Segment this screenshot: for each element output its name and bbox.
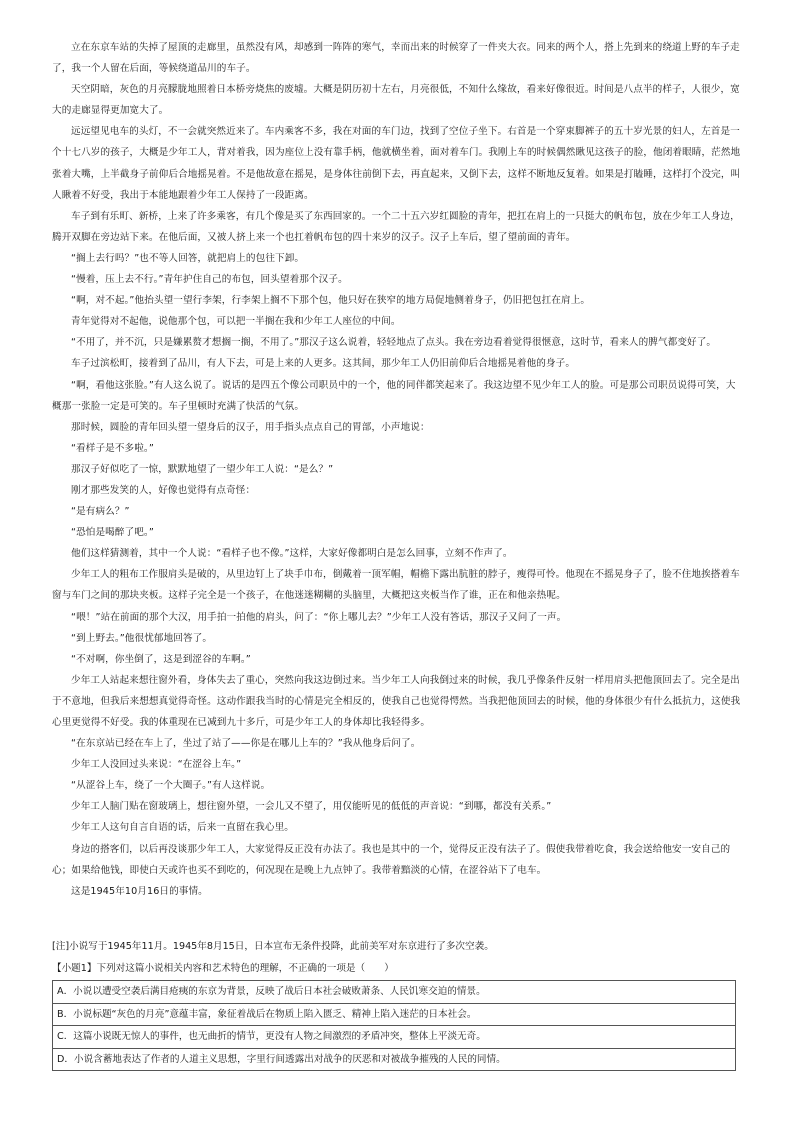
paragraph: 那时候，圆脸的青年回头望一望身后的汉子，用手指头点点自己的胃部，小声地说： xyxy=(71,421,430,433)
paragraph: “啊，看他这张脸。”有人这么说了。说话的是四五个像公司职员中的一个，他的同伴都笑起来了。我这边望不见少年工人的脸。可是那公司职员说得可笑，大概那一张脸一定是可笑的。车子里顿时充满了快活的气氛。 xyxy=(52,379,736,412)
option-c[interactable]: C．这篇小说既无惊人的事件，也无曲折的情节，更没有人物之间激烈的矛盾冲突，整体上平淡无奇。 xyxy=(53,1026,735,1049)
option-b[interactable]: B．小说标题“灰色的月亮”意蕴丰富，象征着战后在物质上陷入匮乏、精神上陷入迷茫的日本社会。 xyxy=(53,1004,735,1027)
paragraph: “看样子是不多啦。” xyxy=(71,442,154,454)
paragraph: 那汉子好似吃了一惊，默默地望了一望少年工人说：“是么？” xyxy=(71,463,334,475)
story-text xyxy=(52,37,742,902)
paragraph: 这是1945年10月16日的事情。 xyxy=(71,885,208,897)
paragraph: “不对啊，你坐倒了，这是到涩谷的车啊。” xyxy=(71,653,251,665)
paragraph: 少年工人没回过头来说：“在涩谷上车。” xyxy=(71,759,242,771)
paragraph: 立在东京车站的失掉了屋顶的走廊里，虽然没有风，却感到一阵阵的寒气，幸而出来的时候穿了一件夹大衣。同来的两个人，搭上先到来的绕道上野的车子走了，我一个人留在后面，等候绕道品川的车子。 xyxy=(52,42,740,75)
answer-options-table xyxy=(52,980,736,1071)
paragraph: 少年工人的粗布工作服肩头是破的，从里边钉上了块手巾布，倒戴着一顶军帽，帽檐下露出肮脏的脖子，瘦得可怜。他现在不摇晃身子了，脸不住地挨搭着车窗与车门之间的那块夹板。这样子完全是一个孩子，在他迷迷糊糊的头脑里，大概把这夹板当作了谁，正在和他亲热呢。 xyxy=(52,569,740,602)
paragraph: “不用了，并不沉，只是嫌累赘才想搁一搁，不用了。”那汉子这么说着，轻轻地点了点头。我在旁边看着觉得很惬意，这时节，看来人的脾气都变好了。 xyxy=(71,337,717,349)
paragraph: 车子到有乐町、新桥，上来了许多乘客，有几个像是买了东西回家的。一个二十五六岁红圆脸的青年，把扛在肩上的一只挺大的帆布包，放在少年工人身边，腾开双脚在旁边站下来。在他后面，又被人挤上来一个也扛着帆布包的四十来岁的汉子。汉子上车后，望了望前面的青年。 xyxy=(52,210,740,243)
paragraph: 身边的搭客们，以后再没谈那少年工人，大家觉得反正没有办法了。我也是其中的一个，觉得反正没有法子了。假使我带着吃食，我会送给他安一安自己的心；如果给他钱，即使白天或许也买不到吃的，何况现在是晚上九点钟了。我带着黯淡的心情，在涩谷站下了电车。 xyxy=(52,843,731,876)
paragraph: “在东京站已经在车上了，坐过了站了——你是在哪儿上车的？”我从他身后问了。 xyxy=(71,738,421,750)
paragraph: 他们这样猜测着，其中一个人说：“看样子也不像。”这样，大家好像都明白是怎么回事，立刻不作声了。 xyxy=(71,548,513,560)
paragraph: 天空阴暗，灰色的月亮朦胧地照着日本桥旁烧焦的废墟。大概是阴历初十左右，月亮很低，不知什么缘故，看来好像很近。时间是八点半的样子，人很少，宽大的走廊显得更加宽大了。 xyxy=(52,84,740,117)
question-stem: 【小题1】下列对这篇小说相关内容和艺术特色的理解，不正确的一项是（ ） xyxy=(52,963,394,974)
option-a[interactable]: A．小说以遭受空袭后满目疮痍的东京为背景，反映了战后日本社会破败萧条、人民饥寒交迫的情景。 xyxy=(53,981,735,1004)
paragraph: “啊，对不起。”他抬头望一望行李架，行李架上搁不下那个包，他只好在狭窄的地方局促地侧着身子，仍旧把包扛在肩上。 xyxy=(71,295,591,307)
paragraph: 少年工人脑门贴在窗玻璃上，想往窗外望，一会儿又不望了，用仅能听见的低低的声音说：“到哪，都没有关系。” xyxy=(71,801,552,813)
paragraph: “到上野去。”他很忧郁地回答了。 xyxy=(71,632,213,644)
paragraph: “慢着，压上去不行。”青年护住自己的布包，回头望着那个汉子。 xyxy=(71,274,348,286)
paragraph: 青年觉得对不起他，说他那个包，可以把一半搁在我和少年工人座位的中间。 xyxy=(71,316,401,328)
paragraph: 刚才那些发笑的人，好像也觉得有点奇怪： xyxy=(71,484,256,496)
paragraph: 少年工人站起来想往窗外看，身体失去了重心，突然向我这边倒过来。当少年工人向我倒过来的时候，我几乎像条件反射一样用肩头把他顶回去了。完全是出于不意地，但我后来想想真觉得奇怪。这动作跟我当时的心情是完全相反的，使我自己也觉得愕然。当我把他顶回去的时候，他的身体很少有什么抵抗力，这使我心里更觉得不好受。我的体重现在已减到九十多斤，可是少年工人的身体却比我轻得多。 xyxy=(52,674,741,728)
paragraph: 少年工人这句自言自语的话，后来一直留在我心里。 xyxy=(71,822,294,834)
footnote: [注]小说写于1945年11月。1945年8月15日，日本宣布无条件投降，此前美军对东京进行了多次空袭。 xyxy=(52,941,494,952)
paragraph: “从涩谷上车，绕了一个大圈子。”有人这样说。 xyxy=(71,780,271,792)
paragraph: “是有病么？” xyxy=(71,506,130,518)
paragraph: 远远望见电车的头灯，不一会就突然近来了。车内乘客不多，我在对面的车门边，找到了空位子坐下。右首是一个穿束脚裤子的五十岁光景的妇人，左首是一个十七八岁的孩子，大概是少年工人，背对着我，因为座位上没有靠手柄，他就横坐着，面对着车门。我刚上车的时候偶然瞅见这孩子的脸，他闭着眼睛，茫然地张着大嘴，上半截身子前仰后合地摇晃着。不是他故意在摇晃，是身体往前倒下去，再直起来，又倒下去，这样不断地反复着。如果是打瞌睡，这样打个没完，叫人瞅着不好受，我出于本能地跟着少年工人保持了一段距离。 xyxy=(52,126,741,201)
paragraph: “恐怕是喝醉了吧。” xyxy=(71,527,154,539)
paragraph: “搁上去行吗？”也不等人回答，就把肩上的包往下卸。 xyxy=(71,252,305,264)
paragraph: “喂！”站在前面的那个大汉，用手拍一拍他的肩头，问了：“你上哪儿去？”少年工人没有答话，那汉子又问了一声。 xyxy=(71,611,567,623)
paragraph: 车子过滨松町，接着到了品川，有人下去，可是上来的人更多。这其间，那少年工人仍旧前仰后合地摇晃着他的身子。 xyxy=(71,358,576,370)
option-d[interactable]: D．小说含蓄地表达了作者的人道主义思想，字里行间透露出对战争的厌恶和对被战争摧残的人民的同情。 xyxy=(53,1049,735,1072)
